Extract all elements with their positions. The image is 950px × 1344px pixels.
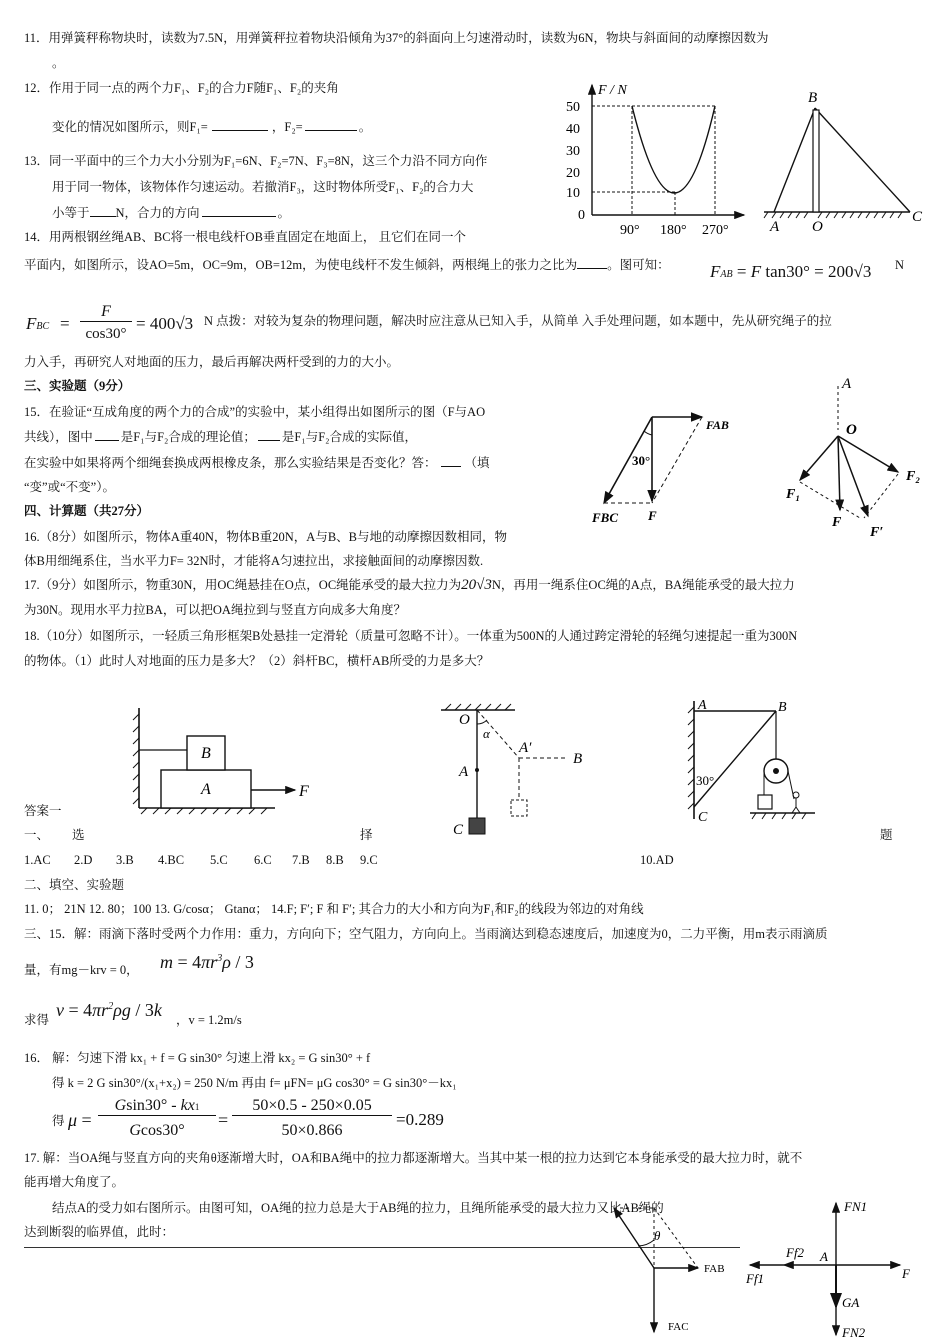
formula-mass: $m = 4\pi r^3\rho / 3$ <box>160 952 254 972</box>
label-a-prime: A′ <box>519 740 532 756</box>
force-triangle-figure <box>590 405 750 530</box>
question-15-line3: 在实验中如果将两个细绳套换成两根橡皮条，那么实验结果是否变化？答： （填 <box>24 456 490 470</box>
question-13-line2: 用于同一物体，该物体作匀速运动。若撤消F₃，这时物体所受F₁、F₂的合力大 <box>52 180 474 194</box>
choice-answer: 2.D <box>74 853 93 867</box>
answer-blank[interactable] <box>577 256 607 269</box>
y-tick: 30 <box>566 144 580 159</box>
formula-fab: FAB = F tan30° = 200√3 <box>710 262 872 281</box>
label-f: F <box>648 508 657 523</box>
x-tick: 180° <box>660 223 687 238</box>
label-b: B <box>808 90 818 106</box>
choice-heading-2: 选 <box>72 828 85 842</box>
question-11-end: 。 <box>52 56 65 70</box>
label-a: A <box>842 376 852 392</box>
x-tick: 90° <box>620 223 640 238</box>
choice-heading-3: 择 <box>360 828 373 842</box>
choice-heading-1: 一、 <box>24 828 50 842</box>
question-15-line4: “变”或“不变”）。 <box>24 480 115 494</box>
section-3-heading: 三、实验题（9分） <box>24 379 131 393</box>
question-14-tip: N 点拨：对较为复杂的物理问题，解决时应注意从已知入手，从简单 入手处理问题，如本题中，先从研究绳子的拉 <box>204 314 832 328</box>
answer-17-line4: 达到断裂的临界值，此时： <box>24 1225 175 1239</box>
force-angle-graph <box>560 80 750 240</box>
label-30deg: 30° <box>696 773 715 788</box>
formula-velocity: $v = 4\pi r^2\rho g / 3k$ <box>56 1000 162 1020</box>
formula-fbc: FBC <box>26 314 50 333</box>
question-17: 17.（9分）如图所示，物重30N，用OC绳悬挂在O点，OC绳能承受的最大拉力为20√3N，再用一绳系住OC绳的A点，BA绳能承受的最大拉力 <box>24 577 795 593</box>
question-12: 12．作用于同一点的两个力F₁、F₂的合力F随F₁、F₂的夹角 <box>24 81 339 95</box>
label-o: O <box>846 422 857 438</box>
y-tick: 10 <box>566 186 580 201</box>
question-13-line3: 小等于 N，合力的方向 。 <box>52 206 291 220</box>
question-13: 13．同一平面中的三个力大小分别为F₁=6N、F₂=7N、F₃=8N，这三个力沿不同方向作 <box>24 154 488 168</box>
answer-15-line3: 求得 <box>24 1013 50 1027</box>
label-c: C <box>698 810 708 825</box>
y-tick: 50 <box>566 100 580 115</box>
choice-answer: 7.B <box>292 853 310 867</box>
graph-y-label: F / N <box>598 83 627 98</box>
label-30deg: 30° <box>632 453 651 468</box>
frame-figure <box>680 695 850 825</box>
choice-answer: 3.B <box>116 853 134 867</box>
answer-blank[interactable] <box>202 204 276 217</box>
answer-16-line3: 得 <box>52 1114 65 1128</box>
label-a: A <box>459 764 469 780</box>
label-ff1: Ff1 <box>746 1271 765 1286</box>
label-a: A <box>820 1249 828 1264</box>
answer-17-line2: 能再增大角度了。 <box>24 1175 125 1189</box>
answer-blank[interactable] <box>441 454 461 467</box>
y-tick: 0 <box>578 208 585 223</box>
rope-figure <box>435 700 595 840</box>
choice-answer: 8.B <box>326 853 344 867</box>
label-alpha: α <box>483 726 490 741</box>
answer-16-line2: 得 k = 2 G sin30°/(x₁+x₂) = 250 N/m 再由 f= μFN= μG cos30° = G sin30°－kx₁ <box>52 1076 457 1090</box>
label-f: F <box>902 1266 910 1281</box>
answer-17: 17. 解：当OA绳与竖直方向的夹角θ逐渐增大时，OA和BA绳中的拉力都逐渐增大。当其中某一根的拉力达到它本身能承受的最大拉力时，就不 <box>24 1151 803 1165</box>
answer-blank[interactable] <box>90 204 116 217</box>
label-theta: θ <box>654 1228 661 1243</box>
label-a: A <box>698 698 707 713</box>
question-17-line2: 为30N。现用水平力拉BA，可以把OA绳拉到与竖直方向成多大角度？ <box>24 603 406 617</box>
formula-mu: μ = <box>68 1110 92 1130</box>
answer-blank[interactable] <box>95 428 119 441</box>
label-f-prime: F′ <box>870 525 884 540</box>
answer-15-result: ，v = 1.2m/s <box>176 1013 242 1027</box>
choice-answer: 1.AC <box>24 853 51 867</box>
label-a: A <box>201 781 211 798</box>
question-15: 15．在验证“互成角度的两个力的合成”的实验中，某小组得出如图所示的图（F与AO <box>24 405 486 419</box>
experiment-figure <box>780 370 930 545</box>
label-f: F <box>299 783 309 800</box>
label-f2: F₂ <box>906 469 921 484</box>
label-b: B <box>778 700 787 715</box>
answer-blank[interactable] <box>258 428 280 441</box>
choice-answer: 10.AD <box>640 853 674 867</box>
label-b: B <box>573 751 583 767</box>
question-15-line2: 共线），图中 是F₁与F₂合成的理论值； 是F₁与F₂合成的实际值， <box>24 430 418 444</box>
answer-15-line2: 量，有mg－krv = 0， <box>24 963 139 977</box>
label-c: C <box>912 209 923 225</box>
label-fab: FAB <box>704 1263 725 1275</box>
fill-answers: 11. 0； 21N 12. 80；100 13. G/cosα； Gtanα； 14.F; F′; F 和 F′; 其合力的大小和方向为F₁和F₂的线段为邻边的对角线 <box>24 902 644 916</box>
y-tick: 40 <box>566 122 580 137</box>
blocks-figure <box>125 700 325 820</box>
label-fn1: FN1 <box>844 1199 868 1214</box>
label-a: A <box>770 219 780 235</box>
question-14-tip-line2: 力入手，再研究人对地面的压力，最后再解决两杆受到的力的大小。 <box>24 355 400 369</box>
label-fbc: FBC <box>592 510 619 525</box>
label-o: O <box>812 219 823 235</box>
answer-16: 16． 解：匀速下滑 kx₁ + f = G sin30° 匀速上滑 kx₂ = G sin30° + f <box>24 1051 371 1065</box>
answer-blank[interactable] <box>305 118 357 131</box>
question-14: 14．用两根钢丝绳AB、BC将一根电线杆OB垂直固定在地面上， 且它们在同一个 <box>24 230 467 244</box>
question-16: 16.（8分）如图所示，物体A重40N，物体B重20N，A与B、B与地的动摩擦因数相同，物 <box>24 530 507 544</box>
label-fab: FAB <box>706 418 729 432</box>
label-fac: FAC <box>668 1321 689 1333</box>
x-tick: 270° <box>702 223 729 238</box>
pole-figure <box>760 88 930 238</box>
choice-answer: 4.BC <box>158 853 185 867</box>
question-12-line2: 变化的情况如图所示，则F₁= ，F₂= 。 <box>52 120 372 134</box>
label-fn2: FN2 <box>842 1325 866 1340</box>
choice-answer: 6.C <box>254 853 272 867</box>
answer-blank[interactable] <box>212 118 268 131</box>
y-tick: 20 <box>566 166 580 181</box>
section-4-heading: 四、计算题（共27分） <box>24 504 150 518</box>
formula-fab-unit: N <box>895 258 905 272</box>
label-ff2: Ff2 <box>786 1245 805 1260</box>
fill-heading: 二、填空、实验题 <box>24 878 125 892</box>
label-o: O <box>459 712 470 728</box>
choice-heading-4: 题 <box>880 828 893 842</box>
choice-answer: 5.C <box>210 853 228 867</box>
question-11: 11．用弹簧秤称物块时，读数为7.5N，用弹簧秤拉着物块沿倾角为37°的斜面向上匀速滑动时，读数为6N，物块与斜面间的动摩擦因数为 <box>24 31 769 45</box>
question-14-line2: 平面内，如图所示，设AO=5m，OC=9m，OB=12m，为使电线杆不发生倾斜，两根绳上的张力之比为 。图可知： <box>24 258 670 272</box>
resultant-curve <box>632 106 715 193</box>
answer-17-line3: 结点A的受力如右图所示。由图可知，OA绳的拉力总是大于AB绳的拉力，且绳所能承受的最大拉力又比AB绳的 <box>52 1201 664 1215</box>
label-ga: GA <box>842 1295 860 1310</box>
label-c: C <box>453 822 464 838</box>
question-18-line2: 的物体。（1）此时人对地面的压力是多大？（2）斜杆BC，横杆AB所受的力是多大？ <box>24 654 490 668</box>
question-18: 18.（10分）如图所示，一轻质三角形框架B处悬挂一定滑轮（质量可忽略不计）。一体重为500N的人通过跨定滑轮的轻绳匀速提起一重为300N <box>24 629 798 643</box>
question-16-line2: 体B用细绳系住，当水平力F= 32N时，才能将A匀速拉出，求接触面间的动摩擦因数. <box>24 554 484 568</box>
label-f1: F₁ <box>786 487 801 502</box>
label-f: F <box>832 515 842 530</box>
answer17-force-figure <box>610 1188 740 1338</box>
answers-title: 答案一 <box>24 804 62 818</box>
label-b: B <box>201 745 211 762</box>
choice-answer: 9.C <box>360 853 378 867</box>
free-body-figure <box>740 1195 925 1343</box>
answer-15: 三、15．解：雨滴下落时受两个力作用：重力，方向向下；空气阻力，方向向上。当雨滴达到稳态速度后，加速度为0，二力平衡，用m表示雨滴质 <box>24 927 828 941</box>
